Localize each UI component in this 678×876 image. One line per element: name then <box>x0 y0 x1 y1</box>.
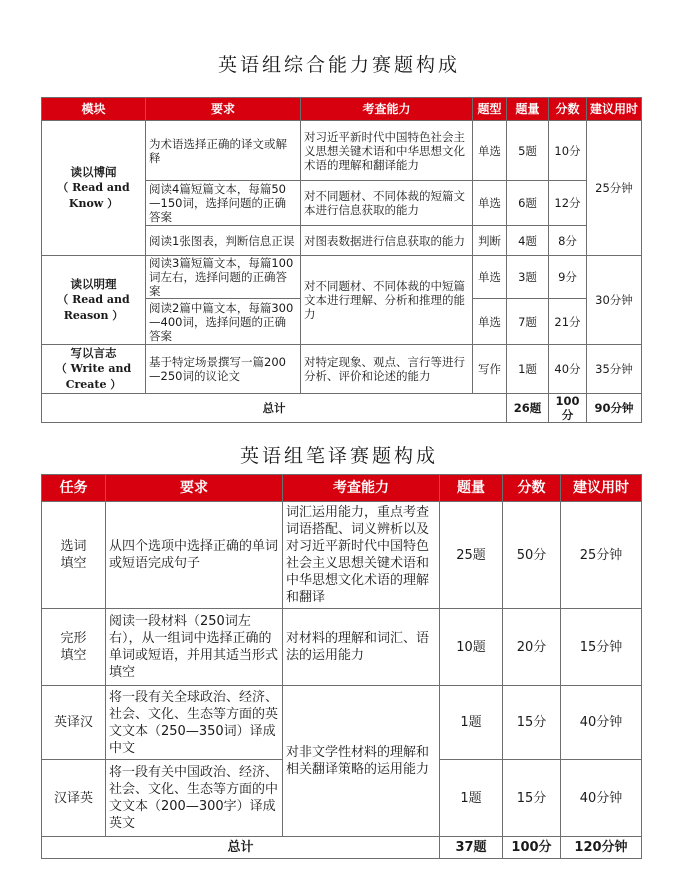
header-time: 建议用时 <box>587 98 642 121</box>
count-cell: 4题 <box>507 226 549 256</box>
header-requirement: 要求 <box>106 475 283 502</box>
task-cell: 英译汉 <box>42 686 106 760</box>
ability-cell: 对材料的理解和词汇、语法的运用能力 <box>283 609 440 686</box>
total-label: 总计 <box>42 837 440 859</box>
count-cell: 6题 <box>507 181 549 226</box>
table-row <box>42 121 642 181</box>
total-label: 总计 <box>42 394 507 423</box>
requirement-cell: 阅读一段材料（250词左右），从一组词中选择正确的单词或短语，并用其适当形式填空 <box>106 609 283 686</box>
requirement-cell: 从四个选项中选择正确的单词或短语完成句子 <box>106 502 283 609</box>
header-ability: 考查能力 <box>283 475 440 502</box>
header-requirement: 要求 <box>146 98 301 121</box>
ability-cell: 对特定现象、观点、言行等进行分析、评价和论述的能力 <box>301 345 473 394</box>
module-english: （ Read and Reason ） <box>57 293 130 322</box>
ability-cell: 词汇运用能力，重点考查词语搭配、词义辨析以及对习近平新时代中国特色社会主义思想关键术语和中华思想文化术语的理解和翻译 <box>283 502 440 609</box>
score-cell: 20分 <box>503 609 561 686</box>
header-count: 题量 <box>507 98 549 121</box>
total-time: 120分钟 <box>561 837 642 859</box>
time-cell: 35分钟 <box>587 345 642 394</box>
module-english: （ Write and Create ） <box>55 362 132 391</box>
score-cell: 15分 <box>503 760 561 837</box>
header-ability: 考查能力 <box>301 98 473 121</box>
time-cell: 25分钟 <box>587 121 642 256</box>
header-count: 题量 <box>440 475 503 502</box>
table1-title: 英语组综合能力赛题构成 <box>217 54 460 76</box>
ability-cell: 对习近平新时代中国特色社会主义思想关键术语和中华思想文化术语的理解和翻译能力 <box>301 121 473 181</box>
requirement-cell: 基于特定场景撰写一篇200—250词的议论文 <box>146 345 301 394</box>
module-cell <box>42 345 146 394</box>
task-cell: 选词 填空 <box>42 502 106 609</box>
requirement-cell: 阅读4篇短篇文本，每篇50—150词，选择问题的正确答案 <box>146 181 301 226</box>
count-cell: 25题 <box>440 502 503 609</box>
table-row <box>42 609 642 686</box>
score-cell: 9分 <box>549 256 587 299</box>
header-type: 题型 <box>473 98 507 121</box>
count-cell: 10题 <box>440 609 503 686</box>
header-task: 任务 <box>42 475 106 502</box>
ability-cell: 对图表数据进行信息获取的能力 <box>301 226 473 256</box>
table2-title: 英语组笔译赛题构成 <box>239 445 438 467</box>
score-cell: 12分 <box>549 181 587 226</box>
table-header-row <box>42 98 642 121</box>
total-score: 100分 <box>549 394 587 423</box>
table-row <box>42 345 642 394</box>
time-cell: 40分钟 <box>561 686 642 760</box>
time-cell: 30分钟 <box>587 256 642 345</box>
requirement-cell: 为术语选择正确的译文或解释 <box>146 121 301 181</box>
count-cell: 1题 <box>440 760 503 837</box>
composite-ability-table <box>41 97 642 423</box>
requirement-cell: 阅读2篇中篇文本，每篇300—400词，选择问题的正确答案 <box>146 299 301 345</box>
requirement-cell: 将一段有关全球政治、经济、社会、文化、生态等方面的英文文本（250—350词）译成中文 <box>106 686 283 760</box>
score-cell: 21分 <box>549 299 587 345</box>
translation-table <box>41 474 642 859</box>
total-row <box>42 394 642 423</box>
type-cell: 单选 <box>473 299 507 345</box>
type-cell: 判断 <box>473 226 507 256</box>
score-cell: 10分 <box>549 121 587 181</box>
time-cell: 40分钟 <box>561 760 642 837</box>
count-cell: 1题 <box>507 345 549 394</box>
score-cell: 50分 <box>503 502 561 609</box>
header-module: 模块 <box>42 98 146 121</box>
ability-cell: 对非文学性材料的理解和相关翻译策略的运用能力 <box>283 686 440 837</box>
module-name: 写以言志 <box>70 346 117 360</box>
module-name: 读以博闻 <box>70 165 117 179</box>
type-cell: 写作 <box>473 345 507 394</box>
requirement-cell: 将一段有关中国政治、经济、社会、文化、生态等方面的中文文本（200—300字）译成英文 <box>106 760 283 837</box>
module-english: （ Read and Know ） <box>57 181 130 210</box>
type-cell: 单选 <box>473 181 507 226</box>
count-cell: 1题 <box>440 686 503 760</box>
count-cell: 7题 <box>507 299 549 345</box>
type-cell: 单选 <box>473 256 507 299</box>
score-cell: 15分 <box>503 686 561 760</box>
total-count: 37题 <box>440 837 503 859</box>
header-score: 分数 <box>503 475 561 502</box>
count-cell: 5题 <box>507 121 549 181</box>
total-score: 100分 <box>503 837 561 859</box>
total-row <box>42 837 642 859</box>
requirement-cell: 阅读3篇短篇文本，每篇100词左右，选择问题的正确答案 <box>146 256 301 299</box>
ability-cell: 对不同题材、不同体裁的中短篇文本进行理解、分析和推理的能力 <box>301 256 473 345</box>
header-time: 建议用时 <box>561 475 642 502</box>
score-cell: 40分 <box>549 345 587 394</box>
time-cell: 15分钟 <box>561 609 642 686</box>
total-count: 26题 <box>507 394 549 423</box>
module-cell <box>42 256 146 345</box>
table-header-row <box>42 475 642 502</box>
time-cell: 25分钟 <box>561 502 642 609</box>
task-cell: 完形 填空 <box>42 609 106 686</box>
ability-cell: 对不同题材、不同体裁的短篇文本进行信息获取的能力 <box>301 181 473 226</box>
total-time: 90分钟 <box>587 394 642 423</box>
task-cell: 汉译英 <box>42 760 106 837</box>
header-score: 分数 <box>549 98 587 121</box>
module-name: 读以明理 <box>70 277 117 291</box>
score-cell: 8分 <box>549 226 587 256</box>
type-cell: 单选 <box>473 121 507 181</box>
table-row <box>42 256 642 299</box>
requirement-cell: 阅读1张图表，判断信息正误 <box>146 226 301 256</box>
module-cell <box>42 121 146 256</box>
table-row <box>42 502 642 609</box>
count-cell: 3题 <box>507 256 549 299</box>
table-row <box>42 686 642 760</box>
